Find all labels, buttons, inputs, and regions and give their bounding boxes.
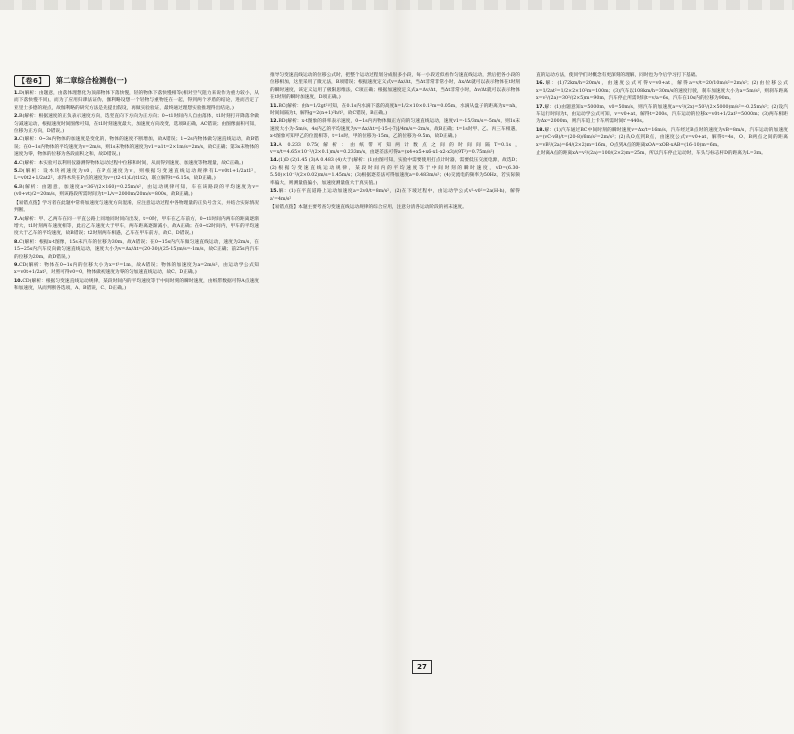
answer-paragraph — [14, 184, 259, 199]
column-1 — [14, 90, 259, 726]
question-number: 2. — [14, 114, 20, 120]
answer-text: D(解析：设木块初速度为v0，在P点速度为v，则根据匀变速直线运动规律有L=v0t1+1/2at1²，L=v0t2+1/2at2²，求得木块在P点的速度为v=(t2-t1)L/(t1t2)，联立解得t=6.15s，故D正确。) — [14, 169, 259, 182]
answer-text: 解：(1)72km/h=20m/s，由速度公式可得v=v0+at，解得a=v/t=20/10m/s²=2m/s²；(2)由位移公式x=1/2at²=1/2×2×10²m=100m；(3)汽车以108km/h=30m/s的速度行驶，刹车加速度大小为a=5m/s²，则刹车距离x=v²/(2a)=30²/(2×5)m=90m，汽车停止所需时间t=v/a=6s，汽车在10s内的位移为90m。 — [536, 81, 788, 102]
question-number: 4. — [14, 160, 20, 166]
answer-paragraph — [536, 150, 788, 157]
answer-paragraph — [270, 142, 520, 157]
answer-text: CD(解析：根据匀变速直线运动规律，某段时间内的平均速度等于中间时刻的瞬时速度，由纸带数据可得A点速度和加速度，从而判断各选项，A、B错误，C、D正确。) — [14, 278, 259, 292]
question-number: 7. — [14, 216, 20, 222]
scan-edge-strip — [0, 0, 794, 10]
answer-paragraph — [270, 188, 520, 203]
answer-paragraph — [270, 103, 520, 118]
answer-text: 解：(1)由题意知x=5000m，v0=50m/s，则汽车的加速度a=v²/(2x)=50²/(2×5000)m/s²=-0.25m/s²；(2)设汽车运行时间为t，由运动学公式可知，v=v0+at，解得t=200s，汽车运动的位移x=v0t+1/2at²=5000m；(3)两车相距为Δx=2000m，则汽车追上卡车所需时间t'=440s。 — [536, 104, 788, 125]
answer-text: C(解析：0~3s内物体的加速度是变化的，物体的速度不断增加，故A错误；1~2s内物体做匀速直线运动，故B错误；在0~1s内物体的平均速度为v=2m/s，则1s末物体的速度为v1=a1t=2×1m/s=2m/s，故C正确；第3s末物体的速度为零，物体的位移为各段面积之和，故D错误。) — [14, 137, 259, 158]
question-number: 3. — [14, 137, 20, 143]
answer-paragraph — [14, 216, 259, 238]
answer-text: A(解析：甲、乙两车在同一平直公路上同地同时同向出发，t=0时，甲车在乙车前方，0~t1时间内两车的距离逐渐增大，t1时刻两车速度相等，此后乙车速度大于甲车，两车距离逐渐减小，故A正确；在0~t2时间内，甲车的平均速度大于乙车的平均速度，故B错误；t2时刻两车相遇，乙车在甲车前方，故C、D错误。) — [14, 216, 259, 237]
question-number: 16. — [536, 81, 545, 87]
question-number: 8. — [14, 239, 20, 245]
question-number: 15. — [270, 189, 279, 195]
question-number: 5. — [14, 169, 20, 175]
answer-paragraph — [270, 72, 520, 102]
answer-text: A 0.233 0.75(解析：由纸带可知两计数点之间的时间间隔T=0.1s，v=x/t=4.65×10⁻²/(2×0.1)m/s=0.233m/s，由逐差法可得a=(x4+x5+x6-x1-x2-x3)/(9T²)=0.75m/s²) — [270, 142, 520, 156]
column-2 — [270, 72, 520, 726]
answer-text: (1)D (2)1.45 (3)A 0.483 (4)大于(解析：(1)由图可知，实验中需要使用打点计时器，需要低压交流电源，故选D；(2)根据匀变速直线运动规律，某段时间内的平均速度等于中间时刻的瞬时速度，vD=(6.30-5.50)×10⁻²/(2×0.02)m/s=1.45m/s；(3)根据逐差法可得加速度a=0.483m/s²；(4)交流电的频率为50Hz，若实际频率偏大，则测量值偏小，加速度测量值大于真实值。) — [270, 158, 520, 186]
question-number: 17. — [536, 104, 545, 110]
question-number: 9. — [14, 262, 20, 268]
page-number: 27 — [412, 660, 432, 674]
answer-text: C(解析：本实验可以利用仪器测得物体运动过程中位移和时间，从而得到速度、加速度等物理量，故C正确。) — [19, 160, 244, 166]
answer-paragraph — [14, 136, 259, 158]
answer-text: 直的运动方法，使同学们对概念有更深刻的理解，同时也为今后学习打下基础。 — [536, 73, 701, 78]
answer-text: D(解析：由题意，由落体理想化为顶部物体下落快慢，轻的物体下落快慢相等(相对空气阻力来说作为重力较小，从而下落快慢不同)，而为了应用归谬法证伪，伽利略设想一个轻物与重物连在一起，得到两个矛盾的结论，进而否定了亚里士多德的观点，故伽利略的研究方法是先提出假设，再做实验验证，最终通过理想实验推理得出结论。) — [14, 91, 259, 111]
question-number: 10. — [14, 278, 23, 284]
answer-paragraph — [14, 239, 259, 261]
answer-paragraph — [536, 104, 788, 126]
answer-text: 【易错点拨】本题主要考查匀变速直线运动规律的综合应用，注意分清各运动阶段的初末速度。 — [270, 204, 467, 210]
answer-text: C(解析：根据x-t图像，15s末汽车的位移为30m，故A错误；在0~15s内汽车做匀速直线运动，速度为2m/s，在15~25s内汽车反向做匀速直线运动，速度大小为v=Δx/Δt=(20-30)/(25-15)m/s=-1m/s，故C正确；前25s内汽车的位移为20m，故D错误。) — [14, 239, 259, 260]
answer-paragraph — [14, 113, 259, 135]
answer-paragraph — [536, 127, 788, 149]
answer-paragraph — [270, 157, 520, 187]
answer-paragraph — [270, 118, 520, 140]
answer-paragraph — [14, 160, 259, 167]
answer-text: 止时离A点的距离xA=v²/(2a)=100/(2×2)m=25m，所以汽车停止运动时，车头与标志杆D的距离为L=3m。 — [536, 151, 766, 157]
question-number: 6. — [14, 184, 20, 190]
answer-paragraph — [536, 72, 788, 79]
question-number: 14. — [270, 158, 279, 164]
answer-text: BD(解析：x-t图象的斜率表示速度，0~1s内丙物体做正方向的匀速直线运动，速度v1=-15/3m/s=-5m/s，则1s末速度大小为-5m/s，4s内乙的平均速度为v=Δx/Δt=[-15-(-7)]/4m/s=-2m/s，故B正确；t=1s时甲、乙、丙三车相遇，x-t图象可知甲乙的位置相等，t=1s时，甲的位移为-15m，乙的位移为-9.5m，故D正确。) — [270, 119, 520, 140]
answer-text: 推导匀变速直线运动的位移公式时，把整个运动过程划分成很多小段，每一小段近似看作匀速直线运动，然后把各小段的位移相加，这里采用了微元法，B项错误；根据速度定义式v=Δx/Δt，当Δt非常非常小时，Δx/Δt就可以表示物体在t时刻的瞬时速度，该定义运用了极限思维法，C项正确；根据加速度定义式a=Δv/Δt，当Δt非常小时，Δv/Δt就可以表示物体在t时刻的瞬时加速度，D项正确。) — [270, 73, 520, 101]
answer-text: B(解析：根据速度的正负表示速度方向，选竖直向下方向为正方向；0~t1时间内人自由落体，t1时刻打开降落伞做匀减速运动，根据速度时间图像可知，在t1时刻速度最大，加速度方向改变，选项B正确，AC错误；由图像面积可知，位移为正方向，D错误。) — [14, 114, 259, 135]
answer-paragraph — [536, 80, 788, 102]
answer-paragraph — [14, 278, 259, 293]
answer-paragraph — [270, 204, 520, 211]
section-tag: 【卷6】 — [14, 75, 50, 87]
answer-text: 解：(1)汽车通过BC中间时刻的瞬时速度v=Δx/t=16m/s，汽车经过B点时的速度为vB=8m/s，汽车运动的加速度a=(vC-vB)/t=(20-8)/6m/s²=2m/s²；(2)从O点到B点，由速度公式v=v0+at，解得t=4s，O、B两点之间的距离x=vB²/(2a)=64/(2×2)m=16m，O点到A点的距离xOA=xOB-xAB=(16-10)m=6m。 — [536, 127, 788, 148]
section-header — [14, 76, 259, 86]
question-number: 12. — [270, 119, 279, 125]
section-title: 第二章综合检测卷(一) — [55, 76, 128, 85]
answer-text: B(解析：由题意，加速度a=36²/(2×160)=0.25m/s²，由运动规律可知，车在该路段的平均速度为v=(v0+vt)/2=20m/s，则该路段所需时间为t=L/v=2000m/20m/s=800s，故B正确。) — [14, 184, 259, 198]
answer-text: CD(解析：物体在0~1s内的位移大小为x=t²=1m，故A错误；物体的加速度为a=2m/s²，由运动学公式知x=v0t+1/2at²，对照可得v0=0，物体做初速度为零的匀加速直线运动，故C、D正确。) — [14, 262, 259, 276]
answer-text: BC(解析：由h=1/2gt²可知，在0.1s内水滴下落的高度h=1/2×10×0.1²m=0.05m，水滴从盘子的距离为x=nh，时间间隔为t，解得g=2(n+1)²h/t²，故C错误，B正确。) — [270, 103, 520, 117]
question-number: 18. — [536, 127, 545, 133]
answer-text: 解：(1)在平直道路上运动加速度a=2v0/t=8m/s²，(2)在下坡过程中，由运动学公式v²-v0²=2a(H-h)，解得a'=4m/s² — [270, 189, 520, 202]
question-number: 13. — [270, 142, 279, 148]
answer-paragraph — [14, 168, 259, 183]
column-3 — [536, 72, 788, 726]
answer-paragraph — [14, 90, 259, 112]
question-number: 11. — [270, 103, 279, 109]
answer-paragraph — [14, 200, 259, 215]
question-number: 1. — [14, 91, 20, 96]
answer-paragraph — [14, 262, 259, 277]
answer-text: 【易错点拨】学习者在此题中常将加速度与速度方向混淆，应注意运动过程中各物理量的正负号含义，并结合实际情况判断。 — [14, 200, 259, 214]
